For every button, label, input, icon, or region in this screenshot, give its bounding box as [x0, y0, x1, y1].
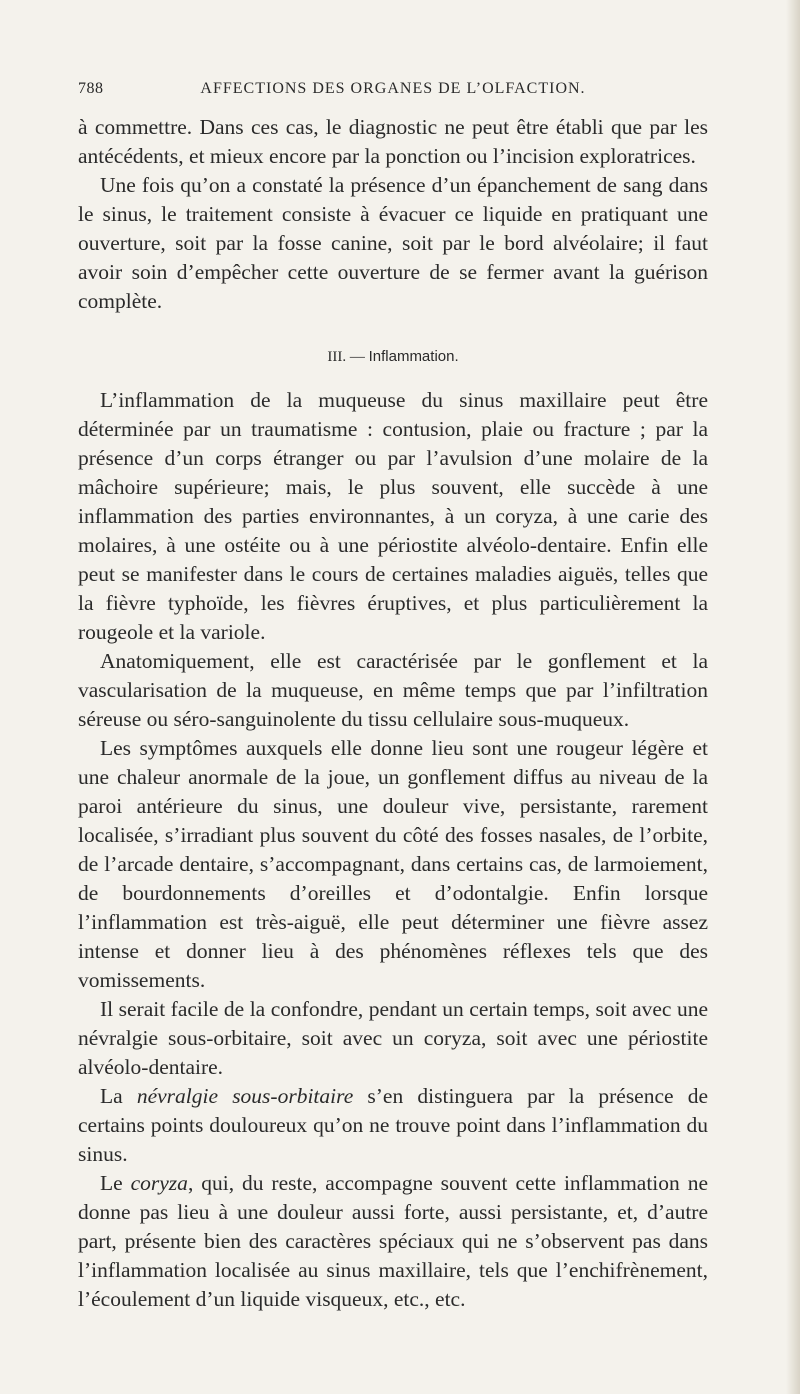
neuralgia-lead: La [100, 1084, 137, 1108]
section-heading [78, 346, 708, 368]
section-number: III. — [327, 349, 365, 365]
page-edge-shadow [786, 0, 800, 1394]
coryza-text: , qui, du reste, accompagne souvent cette inflammation ne donne pas lieu à une douleur aussi forte, aussi persistante, et, d’autre part, présente bien des caractères spéciaux qui ne s’observent pas dans l’inflammation localisée au sinus maxillaire, tels que l’enchifrènement, l’écoulement d’un liquide visqueux, etc., etc. [78, 1171, 708, 1311]
chapter-title: AFFECTIONS DES ORGANES DE L’OLFACTION. [200, 80, 586, 97]
paragraph-causes: L’inflammation de la muqueuse du sinus maxillaire peut être déterminée par un traumatisme : contusion, plaie ou fracture ; par la présence d’un corps étranger ou par l’avulsion d’une molaire de la mâchoire supérieure; mais, le plus souvent, elle succède à une inflammation des parties environnantes, à un coryza, à une carie des molaires, à une ostéite ou à une périostite alvéolo-dentaire. Enfin elle peut se manifester dans le cours de certaines maladies aiguës, telles que la fièvre typhoïde, les fièvres éruptives, et plus particulièrement la rougeole et la variole. [78, 388, 708, 644]
paragraph-coryza [78, 1169, 708, 1314]
paragraph-treatment: Une fois qu’on a constaté la présence d’un épanchement de sang dans le sinus, le traitement consiste à évacuer ce liquide en pratiquant une ouverture, soit par la fosse canine, soit par le bord alvéolaire; il faut avoir soin d’empêcher cette ouverture de se fermer avant la guérison complète. [78, 173, 708, 313]
paragraph-continued: à commettre. Dans ces cas, le diagnostic ne peut être établi que par les antécédents, et mieux encore par la ponction ou l’incision exploratrices. [78, 115, 708, 168]
section-title: Inflammation. [368, 348, 459, 365]
coryza-lead: Le [100, 1171, 131, 1195]
paragraph-symptoms: Les symptômes auxquels elle donne lieu sont une rougeur légère et une chaleur anormale de la joue, un gonflement diffus au niveau de la paroi antérieure du sinus, une douleur vive, persistante, rarement localisée, s’irradiant plus souvent du côté des fosses nasales, de l’orbite, de l’arcade dentaire, s’accompagnant, dans certains cas, de larmoiement, de bourdonnements d’oreilles et d’odontalgie. Enfin lorsque l’inflammation est très-aiguë, elle peut déterminer une fièvre assez intense et donner lieu à des phénomènes réflexes tels que des vomissements. [78, 736, 708, 992]
page-number: 788 [78, 80, 104, 97]
running-head [78, 80, 708, 106]
coryza-term: coryza [130, 1171, 188, 1195]
neuralgia-term: névralgie sous-orbitaire [136, 1084, 354, 1108]
neuralgia-text: s’en distinguera par la présence de certains points douloureux qu’on ne trouve point dans l’inflammation du sinus. [78, 1084, 709, 1166]
paragraph-differential: Il serait facile de la confondre, pendant un certain temps, soit avec une névralgie sous-orbitaire, soit avec un coryza, soit avec une périostite alvéolo-dentaire. [78, 997, 708, 1079]
paragraph-neuralgia [78, 1082, 708, 1169]
body-text [78, 113, 708, 1314]
paragraph-anatomy: Anatomiquement, elle est caractérisée par le gonflement et la vascularisation de la muqueuse, en même temps que par l’infiltration séreuse ou séro-sanguinolente du tissu cellulaire sous-muqueux. [78, 649, 708, 731]
